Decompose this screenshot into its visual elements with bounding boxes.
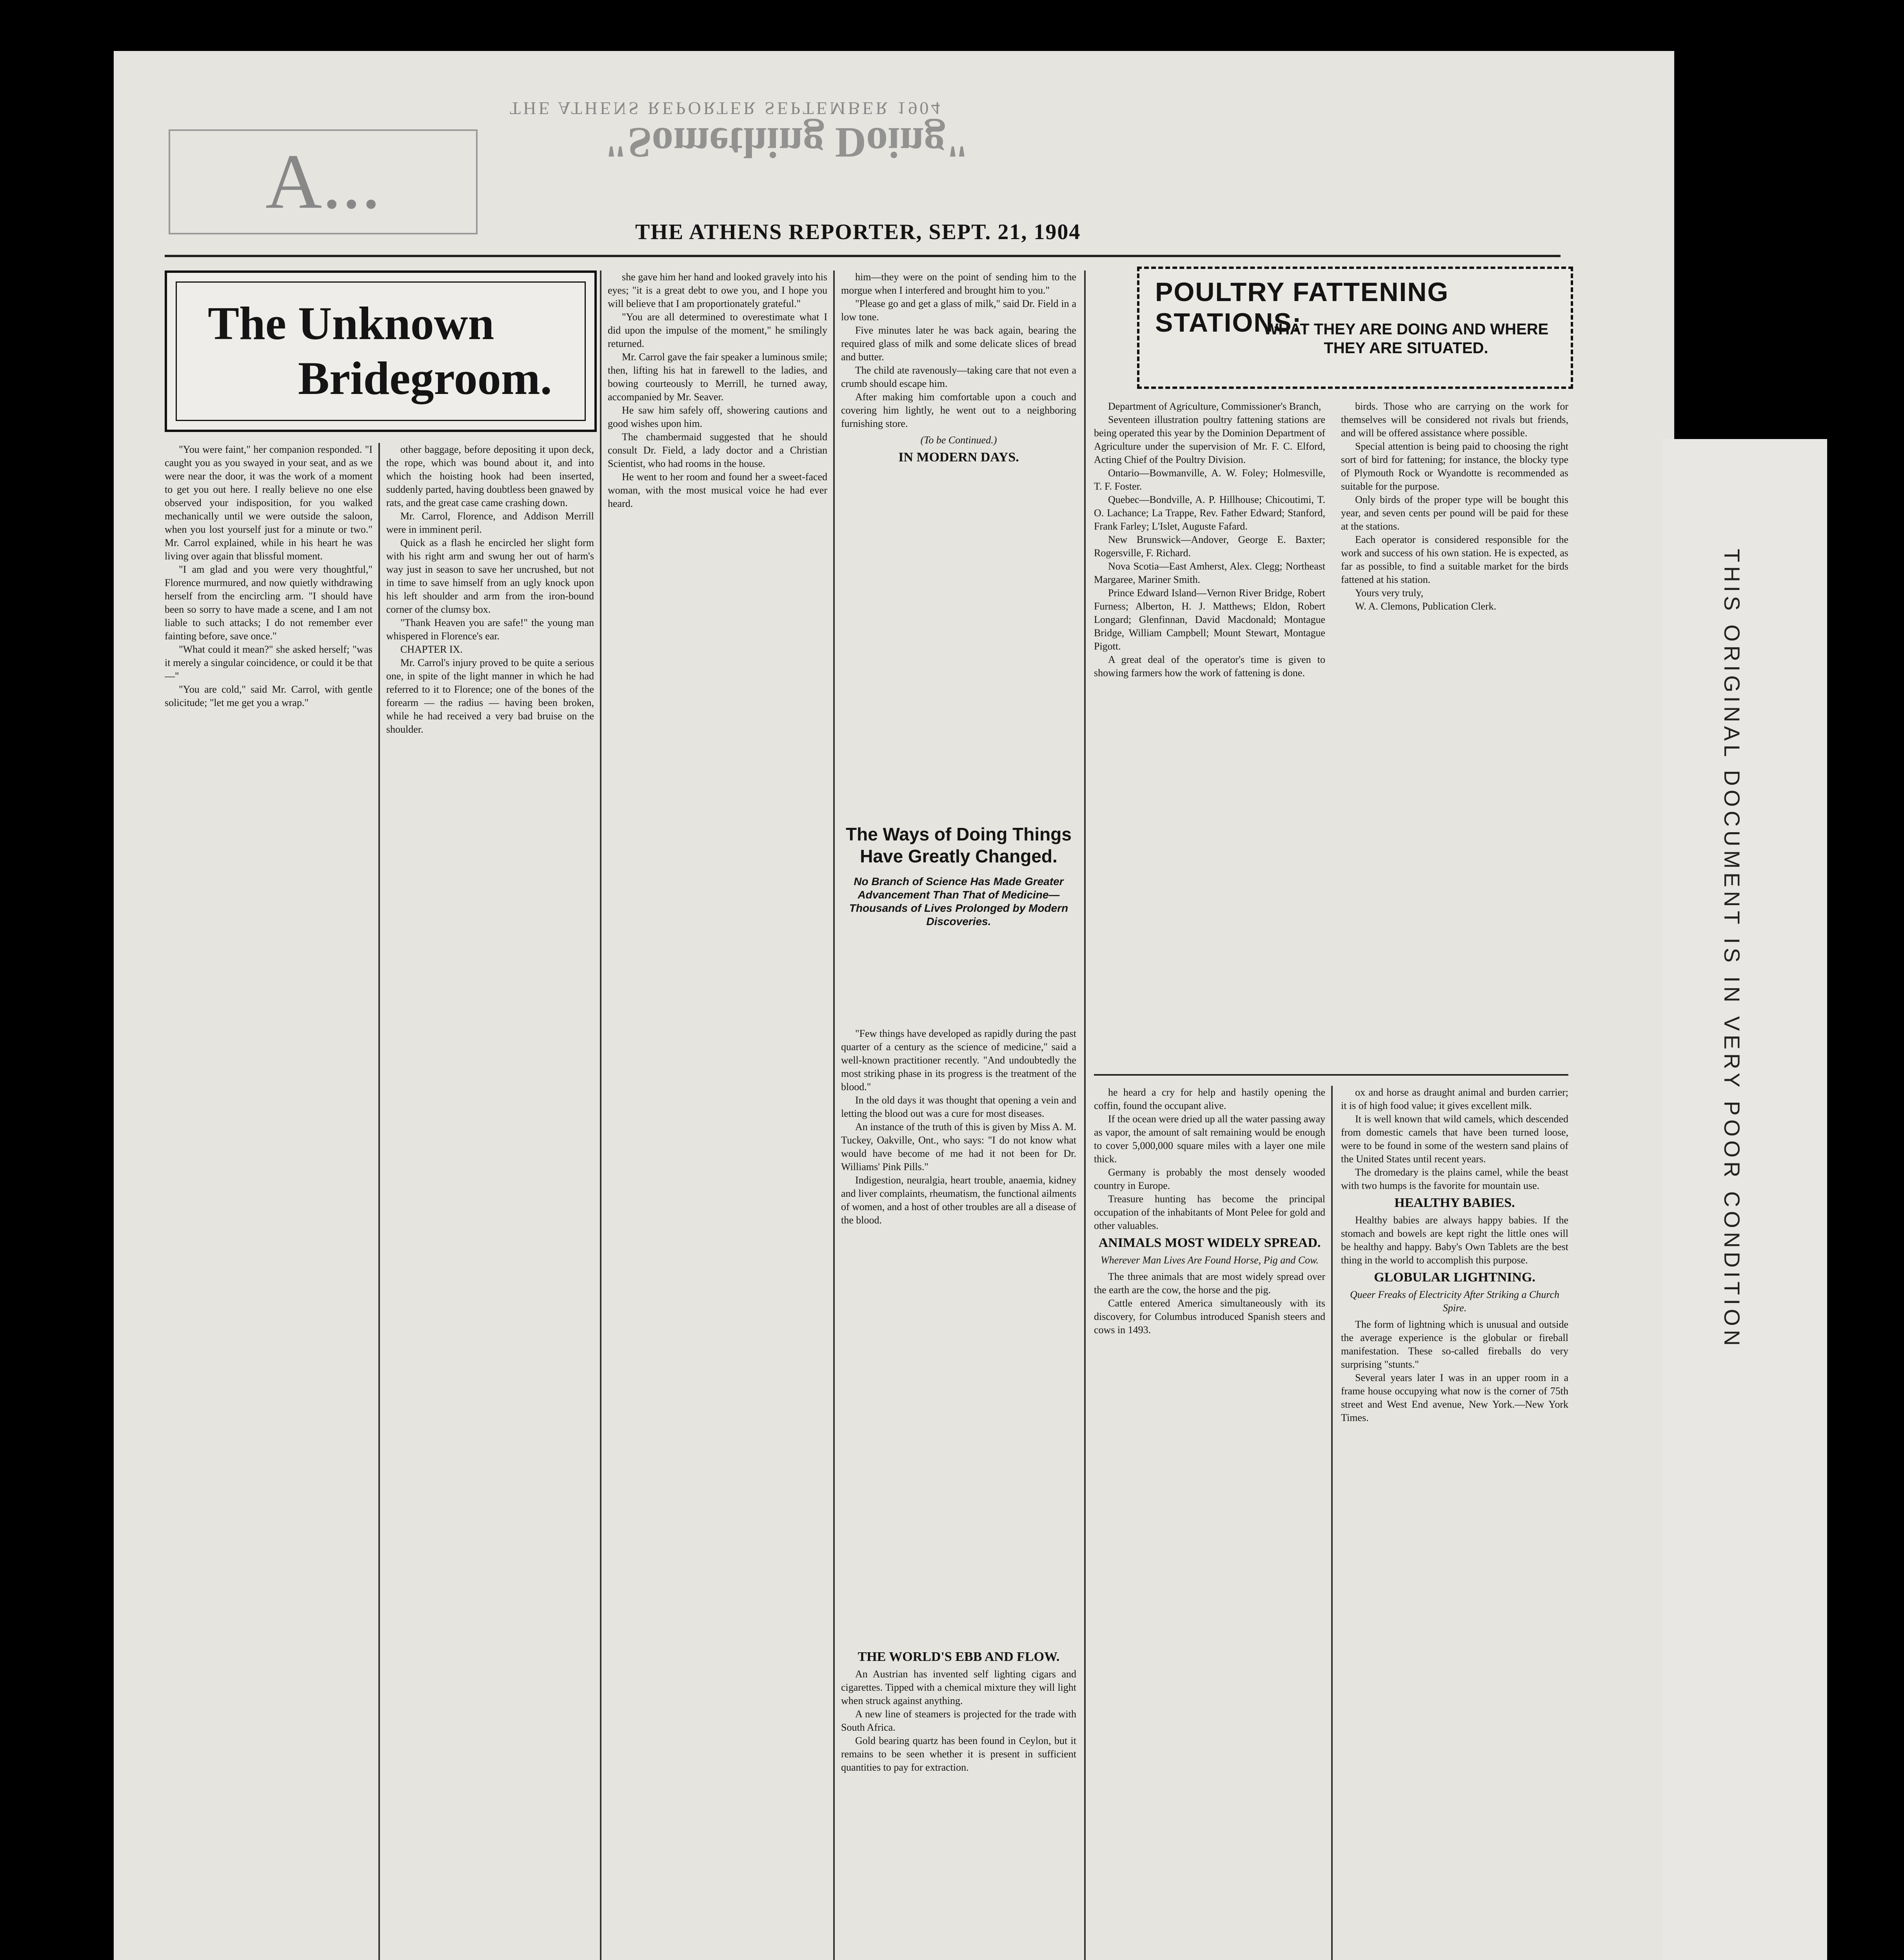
poultry-paragraph: Nova Scotia—East Amherst, Alex. Clegg; Northeast Margaree, Mariner Smith.: [1094, 561, 1325, 585]
news-paragraph: Treasure hunting has become the principal occupation of the inhabitants of Mont Pelee for gold and other valuables.: [1094, 1193, 1325, 1231]
story-column-4: [841, 270, 1076, 819]
story-paragraph: "You are all determined to overestimate what I did upon the impulse of the moment," he smilingly returned.: [608, 311, 827, 349]
story-title-line1: The Unknown: [208, 297, 494, 349]
healthy-babies-paragraph: Healthy babies are always happy babies. If the stomach and bowels are kept right the little ones will be healthy and happy. Baby's Own Tablets are the best thing in the world to accomplish this purpose.: [1341, 1214, 1568, 1266]
poultry-column-1: [1094, 400, 1325, 1066]
modern-days-deck: No Branch of Science Has Made Greater Advancement Than That of Medicine—Thousands of Lives Prolonged by Modern Discoveries.: [849, 875, 1068, 927]
poultry-paragraph: Only birds of the proper type will be bought this year, and seven cents per pound will be paid for these at the stations.: [1341, 494, 1568, 532]
masthead: THE ATHENS REPORTER, SEPT. 21, 1904: [635, 220, 1081, 244]
animals-paragraph: Cattle entered America simultaneously with its discovery, for Columbus introduced Spanish steers and cows in 1493.: [1094, 1298, 1325, 1336]
story-paragraph: He saw him safely off, showering cautions and good wishes upon him.: [608, 405, 827, 429]
poultry-paragraph: Yours very truly,: [1355, 587, 1424, 599]
modern-days-paragraph: "Few things have developed as rapidly during the past quarter of a century as the science of medicine," said a well-known practitioner recently. "And undoubtedly the most striking phase in its progress is the treatment of the blood.": [841, 1028, 1076, 1093]
ebb-flow-title: THE WORLD'S EBB AND FLOW.: [858, 1650, 1060, 1664]
poultry-headline-box: [1137, 267, 1573, 389]
poultry-paragraph: Department of Agriculture, Commissioner's Branch,: [1108, 401, 1321, 412]
condition-note: THIS ORIGINAL DOCUMENT IS IN VERY POOR CONDITION: [1720, 549, 1744, 1350]
poultry-paragraph: New Brunswick—Andover, George E. Baxter; Rogersville, F. Richard.: [1094, 534, 1325, 559]
story-paragraph: Five minutes later he was back again, bearing the required glass of milk and some delicate slices of bread and butter.: [841, 325, 1076, 363]
bleed-through-headline: "Something Doing": [604, 119, 969, 167]
poultry-paragraph: Prince Edward Island—Vernon River Bridge, Robert Furness; Alberton, H. J. Matthews; Eldon, Robert Longard; Glenfinnan, David Macdonald; Montague Bridge, William Campbell; Mount Stewart, Montague Pigott.: [1094, 587, 1325, 652]
globular-paragraph: The form of lightning which is unusual and outside the average experience is the globular or fireball manifestation. These so-called fireballs do very surprising "stunts.": [1341, 1319, 1568, 1370]
modern-days-paragraph: In the old days it was thought that opening a vein and letting the blood out was a cure for most diseases.: [841, 1094, 1076, 1119]
poultry-paragraph: Seventeen illustration poultry fattening stations are being operated this year by the Dominion Department of Agriculture under the supervision of Mr. F. C. Elford, Acting Chief of the Poultry Division.: [1094, 414, 1325, 465]
story-paragraph: CHAPTER IX.: [400, 644, 463, 655]
poultry-column-2: [1341, 400, 1568, 1066]
news-paragraph: It is well known that wild camels, which descended from domestic camels that have been turned loose, were to be found in some of the western sand plains of the United States until recent years.: [1341, 1113, 1568, 1165]
ebb-flow-article: [841, 1646, 1076, 1960]
animals-subtitle: Wherever Man Lives Are Found Horse, Pig and Cow.: [1100, 1254, 1319, 1266]
animals-paragraph: The three animals that are most widely spread over the earth are the cow, the horse and the pig.: [1094, 1271, 1325, 1296]
modern-days-paragraph: Indigestion, neuralgia, heart trouble, anaemia, kidney and liver complaints, rheumatism, the functional ailments of women, and a host of other troubles are all a disease of the blood.: [841, 1174, 1076, 1226]
story-paragraph: other baggage, before depositing it upon deck, the rope, which was bound about it, and into which the hoisting hook had been inserted, suddenly parted, having doubtless been gnawed by rats, and the great case came crashing down.: [386, 444, 594, 508]
bleed-through-header: THE ATHENS REPORTER SEPTEMBER 1904: [510, 98, 943, 118]
ebb-flow-paragraph: An Austrian has invented self lighting cigars and cigarettes. Tipped with a chemical mixture they will light when struck against anything.: [841, 1668, 1076, 1706]
side-strip: [1662, 439, 1827, 1960]
modern-days-paragraph: An instance of the truth of this is given by Miss A. M. Tuckey, Oakville, Ont., who says: "I do not know what would have become of me had it not been for Dr. Williams' Pink Pills.": [841, 1121, 1076, 1172]
modern-days-subtitle: The Ways of Doing Things Have Greatly Changed.: [846, 824, 1072, 866]
story-paragraph: "Please go and get a glass of milk," said Dr. Field in a low tone.: [841, 298, 1076, 323]
ebb-flow-paragraph: A new line of steamers is projected for the trade with South Africa.: [841, 1708, 1076, 1733]
story-paragraph: "You are cold," said Mr. Carrol, with gentle solicitude; "let me get you a wrap.": [165, 684, 372, 708]
column-divider: [833, 270, 835, 1960]
globular-paragraph: Several years later I was in an upper room in a frame house occupying what now is the corner of 75th street and West End avenue, New York.—New York Times.: [1341, 1372, 1568, 1423]
story-paragraph: "You were faint," her companion responded. "I caught you as you swayed in your seat, and as we were near the door, it was the work of a moment to get you out here. I really believe no one else observed your indisposition, for you walked mechanically until we were outside the saloon, when you lost yourself just for a minute or two." Mr. Carrol explained, while in his heart he was living over again that blissful moment.: [165, 444, 372, 562]
lower-right-column-2: [1341, 1086, 1568, 1960]
story-paragraph: Mr. Carrol's injury proved to be quite a serious one, in spite of the light manner in which he had referred to it to Florence; one of the bones of the forearm — the radius — having been broken, while he had received a very bad bruise on the shoulder.: [386, 657, 594, 735]
story-column-1: [165, 443, 372, 1960]
globular-title: GLOBULAR LIGHTNING.: [1374, 1270, 1535, 1285]
story-paragraph: The chambermaid suggested that he should consult Dr. Field, a lady doctor and a Christian Scientist, who had rooms in the house.: [608, 431, 827, 469]
story-paragraph: After making him comfortable upon a couch and covering him lightly, he went out to a neighboring furnishing store.: [841, 391, 1076, 429]
story-paragraph: Mr. Carrol, Florence, and Addison Merrill were in imminent peril.: [386, 510, 594, 535]
healthy-babies-title: HEALTHY BABIES.: [1394, 1196, 1515, 1210]
poultry-paragraph: Each operator is considered responsible for the work and success of his own station. He is expected, as far as possible, to find a suitable market for the birds fattened at his station.: [1341, 534, 1568, 585]
poultry-paragraph: W. A. Clemons, Publication Clerk.: [1355, 601, 1497, 612]
section-rule: [1094, 1074, 1568, 1076]
news-paragraph: If the ocean were dried up all the water passing away as vapor, the amount of salt remaining would be enough to cover 5,000,000 square miles with a layer one mile thick.: [1094, 1113, 1325, 1165]
poultry-paragraph: Ontario—Bowmanville, A. W. Foley; Holmesville, T. F. Foster.: [1094, 467, 1325, 492]
story-paragraph: she gave him her hand and looked gravely into his eyes; "it is a great debt to owe you, and I hope you will believe that I am proportionately grateful.": [608, 271, 827, 309]
news-paragraph: Germany is probably the most densely wooded country in Europe.: [1094, 1167, 1325, 1191]
ebb-flow-paragraph: Gold bearing quartz has been found in Ceylon, but it remains to be seen whether it is present in sufficient quantities to pay for extraction.: [841, 1735, 1076, 1773]
story-paragraph: "I am glad and you were very thoughtful," Florence murmured, and now quietly withdrawing herself from the encircling arm. "I should have been so sorry to have made a scene, and I am not liable to such attacks; I do not remember ever fainting before, save once.": [165, 564, 372, 642]
news-paragraph: he heard a cry for help and hastily opening the coffin, found the occupant alive.: [1094, 1087, 1325, 1111]
story-paragraph: Mr. Carrol gave the fair speaker a luminous smile; then, lifting his hat in farewell to the ladies, and bowing courteously to Merrill, he turned away, accompanied by Mr. Seaver.: [608, 351, 827, 403]
story-column-2: [386, 443, 594, 1960]
modern-days-headline: [841, 823, 1076, 1019]
globular-subtitle: Queer Freaks of Electricity After Striking a Church Spire.: [1350, 1289, 1560, 1314]
column-divider: [1084, 270, 1086, 1960]
lower-right-column-1: [1094, 1086, 1325, 1960]
story-title-line2: Bridegroom.: [298, 352, 552, 404]
masthead-rule: [165, 255, 1561, 257]
story-paragraph: him—they were on the point of sending him to the morgue when I interfered and brought him to you.": [841, 271, 1076, 296]
modern-days-body: [841, 1027, 1076, 1639]
column-divider: [1331, 1086, 1333, 1960]
story-paragraph: "What could it mean?" she asked herself; "was it merely a singular coincidence, or could it be that—": [165, 644, 372, 682]
poultry-paragraph: A great deal of the operator's time is given to showing farmers how the work of fattening is done.: [1094, 654, 1325, 679]
story-column-3: [608, 270, 827, 1960]
animals-title: ANIMALS MOST WIDELY SPREAD.: [1098, 1236, 1321, 1250]
story-paragraph: He went to her room and found her a sweet-faced woman, with the most musical voice he had ever heard.: [608, 471, 827, 509]
continued-note: (To be Continued.): [920, 434, 997, 446]
news-paragraph: ox and horse as draught animal and burden carrier; it is of high food value; it gives excellent milk.: [1341, 1087, 1568, 1111]
column-divider: [600, 270, 601, 1960]
story-title-frame: [165, 270, 597, 432]
poultry-paragraph: Quebec—Bondville, A. P. Hillhouse; Chicoutimi, T. O. Lachance; La Trappe, Rev. Father Edward; Stanford, Frank Farley; L'Islet, Auguste Fafard.: [1094, 494, 1325, 532]
archive-stamp: A...: [169, 129, 478, 234]
story-paragraph: "Thank Heaven you are safe!" the young man whispered in Florence's ear.: [386, 617, 594, 642]
poultry-paragraph: birds. Those who are carrying on the work for themselves will be considered not rivals but friends, and will be offered assistance where possible.: [1341, 401, 1568, 439]
column-divider: [378, 443, 380, 1960]
news-paragraph: The dromedary is the plains camel, while the beast with two humps is the favorite for mountain use.: [1341, 1167, 1568, 1191]
story-paragraph: The child ate ravenously—taking care that not even a crumb should escape him.: [841, 365, 1076, 389]
poultry-title: POULTRY FATTENING STATIONS:: [1155, 277, 1449, 338]
poultry-subtitle: WHAT THEY ARE DOING AND WHERE THEY ARE SITUATED.: [1263, 321, 1549, 357]
modern-days-title: IN MODERN DAYS.: [898, 450, 1019, 465]
poultry-paragraph: Special attention is being paid to choosing the right sort of bird for fattening; for instance, the blocky type of Plymouth Rock or Wyandotte is recommended as suitable for the purpose.: [1341, 441, 1568, 492]
story-paragraph: Quick as a flash he encircled her slight form with his right arm and swung her out of harm's way just in season to save her uncrushed, but not in time to save himself from an ugly knock upon his left shoulder and arm from the iron-bound corner of the clumsy box.: [386, 537, 594, 615]
